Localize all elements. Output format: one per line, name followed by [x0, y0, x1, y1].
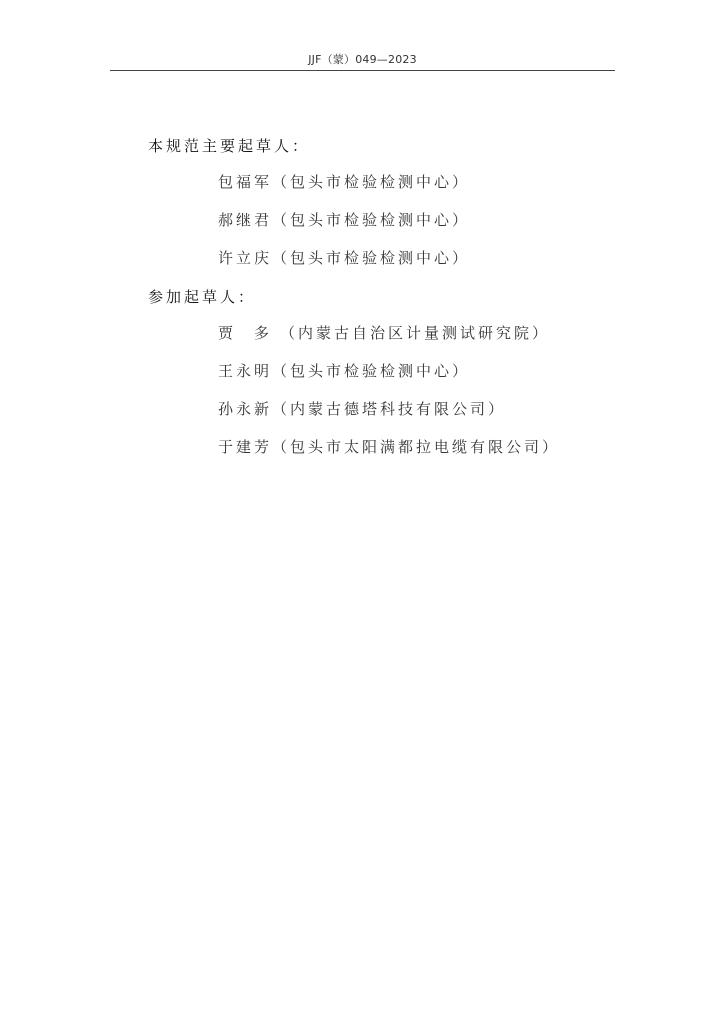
main-drafter-entry — [218, 248, 470, 268]
main-drafters-heading: 本规范主要起草人： — [148, 137, 311, 155]
drafter-name: 许立庆 — [218, 249, 273, 267]
drafter-organization: （包头市检验检测中心） — [272, 362, 471, 380]
drafter-organization: （包头市检验检测中心） — [272, 249, 471, 267]
drafter-organization: （包头市太阳满都拉电缆有限公司） — [272, 438, 561, 456]
page-header — [0, 0, 724, 72]
drafter-name: 孙永新 — [218, 400, 273, 418]
drafter-name: 王永明 — [218, 362, 273, 380]
drafter-organization: （包头市检验检测中心） — [272, 173, 471, 191]
participating-drafter-entry — [218, 437, 560, 457]
drafter-name: 于建芳 — [218, 438, 273, 456]
drafter-organization: （包头市检验检测中心） — [272, 211, 471, 229]
main-drafter-entry — [218, 210, 470, 230]
standard-code: JJF（蒙）049—2023 — [308, 53, 417, 66]
participating-drafter-entry — [218, 361, 470, 381]
participating-drafter-entry — [218, 399, 506, 419]
drafter-organization: （内蒙古德塔科技有限公司） — [272, 400, 507, 418]
main-drafter-entry — [218, 172, 470, 192]
drafter-name: 包福军 — [218, 173, 273, 191]
drafter-name: 郝继君 — [218, 211, 273, 229]
drafter-name: 贾 多 — [218, 324, 273, 342]
header-divider — [110, 70, 615, 71]
participating-drafters-heading: 参加起草人： — [148, 288, 257, 306]
participating-drafter-entry — [218, 323, 550, 343]
drafter-organization: （内蒙古自治区计量测试研究院） — [280, 324, 551, 342]
